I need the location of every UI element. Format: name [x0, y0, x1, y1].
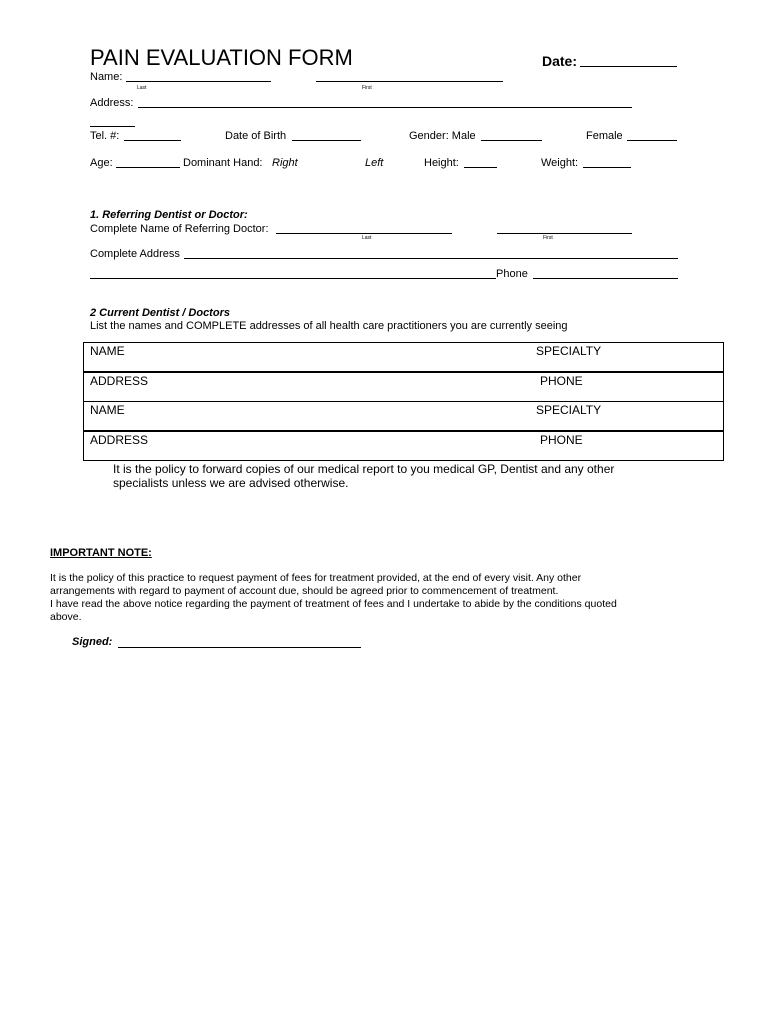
- last-name-field[interactable]: [126, 81, 271, 82]
- hand-right-option[interactable]: Right: [272, 157, 298, 169]
- table-cell[interactable]: [84, 372, 724, 402]
- cell-label-left: NAME: [90, 344, 125, 358]
- table-row: [84, 402, 724, 432]
- current-heading: 2 Current Dentist / Doctors: [90, 307, 230, 319]
- last-name-hint: Last: [137, 85, 147, 91]
- table-cell[interactable]: [84, 343, 724, 373]
- referring-address-field-line2[interactable]: [90, 278, 496, 279]
- tel-label: Tel. #:: [90, 130, 120, 142]
- referring-heading: 1. Referring Dentist or Doctor:: [90, 209, 248, 221]
- signature-field[interactable]: [118, 647, 361, 648]
- referring-name-label: Complete Name of Referring Doctor:: [90, 223, 269, 235]
- referring-phone-label: Phone: [496, 268, 528, 280]
- age-label: Age:: [90, 157, 113, 169]
- referring-last-hint: Last: [362, 235, 372, 241]
- note-para2-line1: I have read the above notice regarding the payment of treatment of fees and I undertake to abide by the conditions quoted: [50, 598, 617, 610]
- first-name-hint: First: [362, 85, 372, 91]
- hand-left-option[interactable]: Left: [365, 157, 384, 169]
- cell-label-left: ADDRESS: [90, 374, 149, 388]
- cell-label-right: PHONE: [540, 374, 583, 388]
- gender-female-label: Female: [586, 130, 623, 142]
- gender-male-field[interactable]: [481, 140, 542, 141]
- referring-last-name-field[interactable]: [276, 233, 452, 234]
- table-row: [84, 431, 724, 461]
- referring-first-name-field[interactable]: [497, 233, 632, 234]
- cell-label-right: SPECIALTY: [536, 403, 602, 417]
- dob-field[interactable]: [292, 140, 361, 141]
- height-field[interactable]: [464, 167, 497, 168]
- table-row: [84, 343, 724, 373]
- referring-phone-field[interactable]: [533, 278, 678, 279]
- practitioners-table: [83, 342, 724, 461]
- table-row: [84, 372, 724, 402]
- dominant-hand-label: Dominant Hand:: [183, 157, 263, 169]
- policy-line-2: specialists unless we are advised otherwise.: [113, 476, 349, 490]
- note-para2-line2: above.: [50, 611, 82, 623]
- table-cell[interactable]: [84, 431, 724, 461]
- weight-label: Weight:: [541, 157, 579, 169]
- note-para1-line1: It is the policy of this practice to request payment of fees for treatment provided, at the end of every visit. Any other: [50, 572, 582, 584]
- table-cell[interactable]: [84, 402, 724, 432]
- tel-field[interactable]: [124, 140, 181, 141]
- note-para1-line2: arrangements with regard to payment of account due, should be agreed prior to commencement of treatment.: [50, 585, 559, 597]
- important-note-heading: IMPORTANT NOTE:: [50, 547, 152, 559]
- date-label: Date:: [542, 53, 578, 69]
- age-field[interactable]: [116, 167, 180, 168]
- weight-field[interactable]: [583, 167, 631, 168]
- address-field[interactable]: [138, 107, 632, 108]
- cell-label-left: NAME: [90, 403, 125, 417]
- cell-label-right: SPECIALTY: [536, 344, 602, 358]
- address-label: Address:: [90, 97, 134, 109]
- height-label: Height:: [424, 157, 459, 169]
- gender-female-field[interactable]: [627, 140, 677, 141]
- referring-address-label: Complete Address: [90, 248, 180, 260]
- date-field[interactable]: [580, 66, 677, 67]
- cell-label-left: ADDRESS: [90, 433, 149, 447]
- signed-label: Signed:: [72, 636, 113, 648]
- referring-first-hint: First: [543, 235, 553, 241]
- gender-male-label: Gender: Male: [409, 130, 476, 142]
- referring-address-field[interactable]: [184, 258, 678, 259]
- first-name-field[interactable]: [316, 81, 503, 82]
- policy-line-1: It is the policy to forward copies of our medical report to you medical GP, Dentist and any other: [113, 462, 615, 476]
- current-instruction: List the names and COMPLETE addresses of all health care practitioners you are currently seeing: [90, 320, 568, 332]
- dob-label: Date of Birth: [225, 130, 287, 142]
- address-field-line2[interactable]: [90, 126, 135, 127]
- form-title: PAIN EVALUATION FORM: [90, 45, 353, 70]
- cell-label-right: PHONE: [540, 433, 583, 447]
- name-label: Name:: [90, 71, 123, 83]
